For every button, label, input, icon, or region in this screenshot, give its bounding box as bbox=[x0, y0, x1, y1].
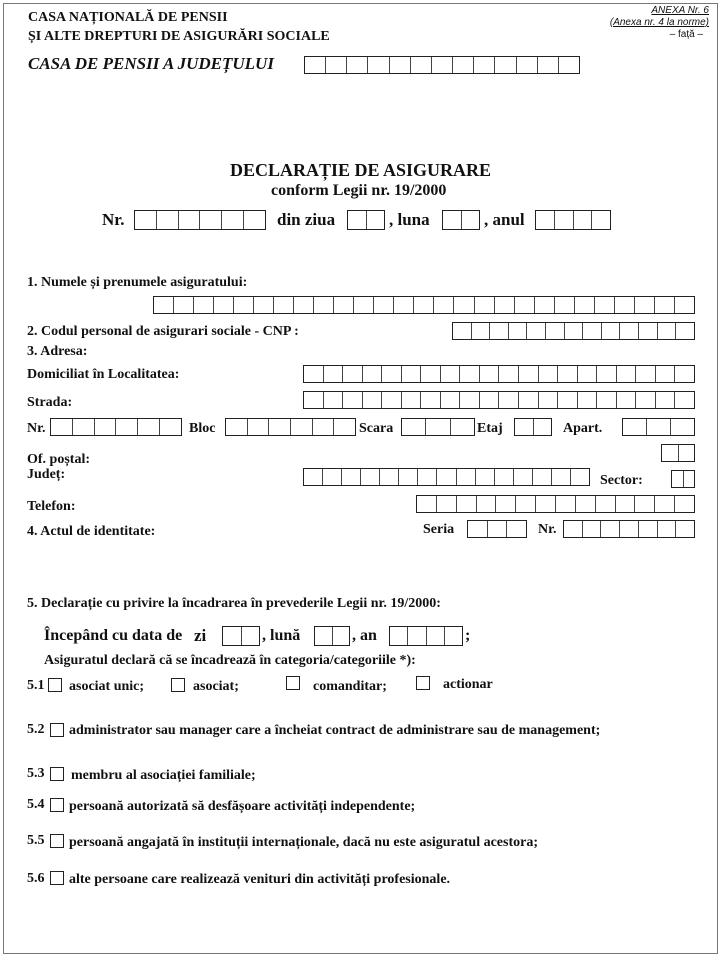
section1-label: 1. Numele și prenumele asiguratului: bbox=[27, 275, 248, 290]
char-box[interactable] bbox=[451, 419, 474, 435]
char-box[interactable] bbox=[457, 496, 477, 512]
char-box[interactable] bbox=[417, 496, 437, 512]
char-box[interactable] bbox=[583, 323, 602, 339]
associate-sole-label: asociat unic; bbox=[69, 679, 145, 694]
char-box[interactable] bbox=[382, 366, 402, 382]
char-box[interactable] bbox=[556, 496, 576, 512]
char-box[interactable] bbox=[324, 392, 344, 408]
sector-boxes[interactable] bbox=[671, 470, 695, 488]
street-label: Strada: bbox=[27, 395, 73, 410]
char-box[interactable] bbox=[326, 57, 347, 73]
char-box[interactable] bbox=[679, 445, 695, 461]
char-box[interactable] bbox=[248, 419, 270, 435]
start-month-label: , lună bbox=[262, 627, 301, 644]
apart-boxes[interactable] bbox=[622, 418, 695, 436]
char-box[interactable] bbox=[620, 323, 639, 339]
char-box[interactable] bbox=[571, 469, 589, 485]
institution-line2: ȘI ALTE DREPTURI DE ASIGURĂRI SOCIALE bbox=[28, 29, 330, 44]
char-box[interactable] bbox=[635, 496, 655, 512]
char-box[interactable] bbox=[675, 366, 694, 382]
char-box[interactable] bbox=[546, 323, 565, 339]
char-box[interactable] bbox=[454, 297, 474, 313]
scara-boxes[interactable] bbox=[401, 418, 475, 436]
char-box[interactable] bbox=[647, 419, 671, 435]
cnp-boxes[interactable] bbox=[452, 322, 695, 340]
limited-partner-label: comanditar; bbox=[313, 679, 387, 694]
char-box[interactable] bbox=[574, 211, 593, 229]
char-box[interactable] bbox=[595, 297, 615, 313]
char-box[interactable] bbox=[671, 419, 694, 435]
etaj-boxes[interactable] bbox=[514, 418, 552, 436]
char-box[interactable] bbox=[421, 392, 441, 408]
char-box[interactable] bbox=[472, 323, 491, 339]
char-box[interactable] bbox=[658, 521, 677, 537]
form-subtitle: conform Legii nr. 19/2000 bbox=[271, 182, 447, 199]
char-box[interactable] bbox=[583, 521, 602, 537]
street-number-boxes[interactable] bbox=[50, 418, 182, 436]
char-box[interactable] bbox=[535, 297, 555, 313]
char-box[interactable] bbox=[445, 627, 462, 645]
char-box[interactable] bbox=[441, 366, 461, 382]
start-year-label: , an bbox=[352, 627, 377, 644]
doc-year-boxes[interactable] bbox=[535, 210, 611, 230]
char-box[interactable] bbox=[437, 469, 456, 485]
char-box[interactable] bbox=[602, 323, 621, 339]
option-5-2-number: 5.2 bbox=[27, 722, 45, 737]
administrator-checkbox[interactable] bbox=[50, 723, 64, 737]
name-boxes[interactable] bbox=[153, 296, 695, 314]
annex-number: ANEXA Nr. 6 bbox=[651, 5, 709, 16]
char-box[interactable] bbox=[592, 211, 610, 229]
char-box[interactable] bbox=[616, 496, 636, 512]
family-association-label: membru al asociației familiale; bbox=[71, 768, 256, 783]
char-box[interactable] bbox=[426, 419, 450, 435]
char-box[interactable] bbox=[334, 419, 355, 435]
char-box[interactable] bbox=[475, 297, 495, 313]
apart-label: Apart. bbox=[563, 421, 603, 436]
street-number-label: Nr. bbox=[27, 421, 46, 436]
char-box[interactable] bbox=[533, 469, 552, 485]
char-box[interactable] bbox=[474, 57, 495, 73]
char-box[interactable] bbox=[390, 627, 408, 645]
char-box[interactable] bbox=[495, 469, 514, 485]
start-year-boxes[interactable] bbox=[389, 626, 463, 646]
char-box[interactable] bbox=[495, 57, 516, 73]
section4-label: 4. Actul de identitate: bbox=[27, 524, 156, 539]
independent-activity-label: persoană autorizată să desfășoare activități independente; bbox=[69, 799, 416, 814]
char-box[interactable] bbox=[414, 297, 434, 313]
char-box[interactable] bbox=[515, 419, 534, 435]
char-box[interactable] bbox=[434, 297, 454, 313]
char-box[interactable] bbox=[160, 419, 181, 435]
char-box[interactable] bbox=[534, 419, 552, 435]
char-box[interactable] bbox=[620, 521, 639, 537]
professional-income-checkbox[interactable] bbox=[50, 871, 64, 885]
char-box[interactable] bbox=[382, 392, 402, 408]
administrator-label: administrator sau manager care a încheiat contract de administrare sau de management; bbox=[69, 723, 601, 738]
char-box[interactable] bbox=[453, 323, 472, 339]
char-box[interactable] bbox=[655, 297, 675, 313]
char-box[interactable] bbox=[617, 366, 637, 382]
section2-label: 2. Codul personal de asigurari sociale - CNP : bbox=[27, 324, 299, 339]
street-boxes[interactable] bbox=[303, 391, 695, 409]
char-box[interactable] bbox=[138, 419, 160, 435]
independent-activity-checkbox[interactable] bbox=[50, 798, 64, 812]
etaj-label: Etaj bbox=[477, 421, 503, 436]
option-5-1-number: 5.1 bbox=[27, 678, 45, 693]
char-box[interactable] bbox=[457, 469, 476, 485]
char-box[interactable] bbox=[564, 521, 583, 537]
doc-year-label: , anul bbox=[484, 210, 525, 229]
char-box[interactable] bbox=[304, 366, 324, 382]
start-month-boxes[interactable] bbox=[314, 626, 350, 646]
char-box[interactable] bbox=[639, 323, 658, 339]
char-box[interactable] bbox=[658, 323, 677, 339]
char-box[interactable] bbox=[480, 392, 500, 408]
char-box[interactable] bbox=[552, 469, 571, 485]
family-association-checkbox[interactable] bbox=[50, 767, 64, 781]
char-box[interactable] bbox=[519, 366, 539, 382]
international-institution-checkbox[interactable] bbox=[50, 834, 64, 848]
id-number-boxes[interactable] bbox=[563, 520, 695, 538]
char-box[interactable] bbox=[399, 469, 418, 485]
char-box[interactable] bbox=[194, 297, 214, 313]
char-box[interactable] bbox=[223, 627, 242, 645]
phone-boxes[interactable] bbox=[416, 495, 695, 513]
char-box[interactable] bbox=[226, 419, 248, 435]
char-box[interactable] bbox=[662, 445, 679, 461]
char-box[interactable] bbox=[565, 323, 584, 339]
char-box[interactable] bbox=[200, 211, 222, 229]
doc-day-boxes[interactable] bbox=[347, 210, 385, 230]
shareholder-checkbox[interactable] bbox=[416, 676, 430, 690]
section3-label: 3. Adresa: bbox=[27, 344, 88, 359]
char-box[interactable] bbox=[597, 392, 617, 408]
associate-checkbox[interactable] bbox=[171, 678, 185, 692]
char-box[interactable] bbox=[347, 57, 368, 73]
char-box[interactable] bbox=[675, 392, 694, 408]
char-box[interactable] bbox=[304, 469, 323, 485]
char-box[interactable] bbox=[536, 211, 555, 229]
option-5-5-number: 5.5 bbox=[27, 833, 45, 848]
char-box[interactable] bbox=[334, 297, 354, 313]
char-box[interactable] bbox=[154, 297, 174, 313]
option-5-3-number: 5.3 bbox=[27, 766, 45, 781]
doc-number-label: Nr. bbox=[102, 210, 125, 229]
char-box[interactable] bbox=[635, 297, 655, 313]
char-box[interactable] bbox=[675, 297, 694, 313]
char-box[interactable] bbox=[443, 211, 462, 229]
start-day-label: zi bbox=[194, 626, 207, 645]
doc-month-boxes[interactable] bbox=[442, 210, 480, 230]
char-box[interactable] bbox=[490, 323, 509, 339]
char-box[interactable] bbox=[342, 469, 361, 485]
char-box[interactable] bbox=[453, 57, 474, 73]
char-box[interactable] bbox=[596, 496, 616, 512]
char-box[interactable] bbox=[515, 297, 535, 313]
professional-income-label: alte persoane care realizează venituri din activități profesionale. bbox=[69, 872, 451, 887]
char-box[interactable] bbox=[408, 627, 426, 645]
char-box[interactable] bbox=[394, 297, 414, 313]
char-box[interactable] bbox=[314, 297, 334, 313]
char-box[interactable] bbox=[95, 419, 117, 435]
char-box[interactable] bbox=[323, 469, 342, 485]
associate-sole-checkbox[interactable] bbox=[48, 678, 62, 692]
char-box[interactable] bbox=[174, 297, 194, 313]
char-box[interactable] bbox=[305, 57, 326, 73]
char-box[interactable] bbox=[555, 297, 575, 313]
county-code-boxes[interactable] bbox=[304, 56, 580, 74]
char-box[interactable] bbox=[536, 496, 556, 512]
char-box[interactable] bbox=[601, 521, 620, 537]
char-box[interactable] bbox=[294, 297, 314, 313]
char-box[interactable] bbox=[499, 366, 519, 382]
char-box[interactable] bbox=[214, 297, 234, 313]
locality-boxes[interactable] bbox=[303, 365, 695, 383]
char-box[interactable] bbox=[517, 57, 538, 73]
option-5-6-number: 5.6 bbox=[27, 871, 45, 886]
char-box[interactable] bbox=[269, 419, 291, 435]
char-box[interactable] bbox=[244, 211, 265, 229]
char-box[interactable] bbox=[363, 392, 383, 408]
bloc-label: Bloc bbox=[189, 421, 216, 436]
char-box[interactable] bbox=[495, 297, 515, 313]
char-box[interactable] bbox=[348, 211, 367, 229]
char-box[interactable] bbox=[488, 521, 508, 537]
char-box[interactable] bbox=[676, 521, 694, 537]
locality-label: Domiciliat în Localitatea: bbox=[27, 367, 180, 382]
char-box[interactable] bbox=[509, 323, 528, 339]
id-series-boxes[interactable] bbox=[467, 520, 527, 538]
scara-label: Scara bbox=[359, 421, 394, 436]
bloc-boxes[interactable] bbox=[225, 418, 356, 436]
char-box[interactable] bbox=[432, 57, 453, 73]
char-box[interactable] bbox=[361, 469, 380, 485]
char-box[interactable] bbox=[676, 323, 694, 339]
char-box[interactable] bbox=[623, 419, 647, 435]
char-box[interactable] bbox=[437, 496, 457, 512]
char-box[interactable] bbox=[655, 496, 675, 512]
form-title: DECLARAȚIE DE ASIGURARE bbox=[229, 160, 492, 180]
char-box[interactable] bbox=[242, 627, 260, 645]
char-box[interactable] bbox=[222, 211, 244, 229]
char-box[interactable] bbox=[519, 392, 539, 408]
char-box[interactable] bbox=[274, 297, 294, 313]
limited-partner-checkbox[interactable] bbox=[286, 676, 300, 690]
doc-month-label: , luna bbox=[389, 210, 430, 229]
postal-office-label: Of. poștal: bbox=[27, 452, 90, 467]
char-box[interactable] bbox=[363, 366, 383, 382]
char-box[interactable] bbox=[333, 627, 350, 645]
char-box[interactable] bbox=[559, 57, 579, 73]
start-date-label: Începând cu data de bbox=[44, 627, 183, 644]
char-box[interactable] bbox=[460, 366, 480, 382]
doc-day-label: din ziua bbox=[277, 210, 336, 229]
char-box[interactable] bbox=[468, 521, 488, 537]
char-box[interactable] bbox=[51, 419, 73, 435]
char-box[interactable] bbox=[480, 366, 500, 382]
char-box[interactable] bbox=[558, 392, 578, 408]
char-box[interactable] bbox=[354, 297, 374, 313]
postal-office-boxes[interactable] bbox=[661, 444, 695, 462]
char-box[interactable] bbox=[367, 211, 385, 229]
associate-label: asociat; bbox=[193, 679, 239, 694]
category-declaration-text: Asiguratul declară că se încadrează în categoria/categoriile *): bbox=[44, 653, 416, 668]
id-number-label: Nr. bbox=[538, 522, 557, 537]
char-box[interactable] bbox=[427, 627, 445, 645]
char-box[interactable] bbox=[421, 366, 441, 382]
char-box[interactable] bbox=[476, 469, 495, 485]
county-house-label: CASA DE PENSII A JUDEȚULUI bbox=[28, 54, 274, 73]
institution-line1: CASA NAȚIONALĂ DE PENSII bbox=[28, 10, 228, 25]
sector-label: Sector: bbox=[600, 473, 643, 488]
annex-reference: (Anexa nr. 4 la norme) bbox=[609, 17, 709, 28]
char-box[interactable] bbox=[575, 297, 595, 313]
char-box[interactable] bbox=[672, 471, 684, 487]
char-box[interactable] bbox=[675, 496, 694, 512]
char-box[interactable] bbox=[477, 496, 497, 512]
char-box[interactable] bbox=[418, 469, 437, 485]
char-box[interactable] bbox=[514, 469, 533, 485]
char-box[interactable] bbox=[555, 211, 574, 229]
char-box[interactable] bbox=[343, 366, 363, 382]
char-box[interactable] bbox=[597, 366, 617, 382]
char-box[interactable] bbox=[527, 323, 546, 339]
start-day-boxes[interactable] bbox=[222, 626, 260, 646]
start-date-semicolon: ; bbox=[465, 627, 471, 644]
char-box[interactable] bbox=[157, 211, 179, 229]
char-box[interactable] bbox=[315, 627, 333, 645]
char-box[interactable] bbox=[507, 521, 526, 537]
char-box[interactable] bbox=[516, 496, 536, 512]
char-box[interactable] bbox=[615, 297, 635, 313]
char-box[interactable] bbox=[390, 57, 411, 73]
page-side-label: – față – bbox=[669, 29, 703, 40]
char-box[interactable] bbox=[578, 392, 598, 408]
char-box[interactable] bbox=[539, 366, 559, 382]
char-box[interactable] bbox=[538, 57, 559, 73]
section5-label: 5. Declarație cu privire la încadrarea în prevederile Legii nr. 19/2000: bbox=[27, 596, 441, 611]
char-box[interactable] bbox=[636, 366, 656, 382]
char-box[interactable] bbox=[576, 496, 596, 512]
char-box[interactable] bbox=[73, 419, 95, 435]
char-box[interactable] bbox=[135, 211, 157, 229]
char-box[interactable] bbox=[441, 392, 461, 408]
char-box[interactable] bbox=[380, 469, 399, 485]
char-box[interactable] bbox=[617, 392, 637, 408]
char-box[interactable] bbox=[639, 521, 658, 537]
doc-number-boxes[interactable] bbox=[134, 210, 266, 230]
char-box[interactable] bbox=[324, 366, 344, 382]
char-box[interactable] bbox=[402, 366, 422, 382]
char-box[interactable] bbox=[496, 496, 516, 512]
char-box[interactable] bbox=[499, 392, 519, 408]
char-box[interactable] bbox=[304, 392, 324, 408]
char-box[interactable] bbox=[636, 392, 656, 408]
id-series-label: Seria bbox=[423, 522, 455, 537]
option-5-4-number: 5.4 bbox=[27, 797, 45, 812]
char-box[interactable] bbox=[402, 392, 422, 408]
char-box[interactable] bbox=[374, 297, 394, 313]
county-boxes[interactable] bbox=[303, 468, 590, 486]
char-box[interactable] bbox=[291, 419, 313, 435]
county-label: Județ: bbox=[27, 467, 66, 482]
char-box[interactable] bbox=[539, 392, 559, 408]
char-box[interactable] bbox=[558, 366, 578, 382]
char-box[interactable] bbox=[116, 419, 138, 435]
char-box[interactable] bbox=[343, 392, 363, 408]
char-box[interactable] bbox=[234, 297, 254, 313]
shareholder-label: actionar bbox=[443, 677, 493, 692]
char-box[interactable] bbox=[656, 392, 676, 408]
char-box[interactable] bbox=[684, 471, 695, 487]
char-box[interactable] bbox=[254, 297, 274, 313]
phone-label: Telefon: bbox=[27, 499, 76, 514]
char-box[interactable] bbox=[578, 366, 598, 382]
international-institution-label: persoană angajată în instituții internaționale, dacă nu este asiguratul acestora; bbox=[69, 835, 538, 850]
char-box[interactable] bbox=[402, 419, 426, 435]
char-box[interactable] bbox=[179, 211, 201, 229]
char-box[interactable] bbox=[313, 419, 335, 435]
char-box[interactable] bbox=[462, 211, 480, 229]
char-box[interactable] bbox=[460, 392, 480, 408]
char-box[interactable] bbox=[656, 366, 676, 382]
char-box[interactable] bbox=[411, 57, 432, 73]
char-box[interactable] bbox=[368, 57, 389, 73]
